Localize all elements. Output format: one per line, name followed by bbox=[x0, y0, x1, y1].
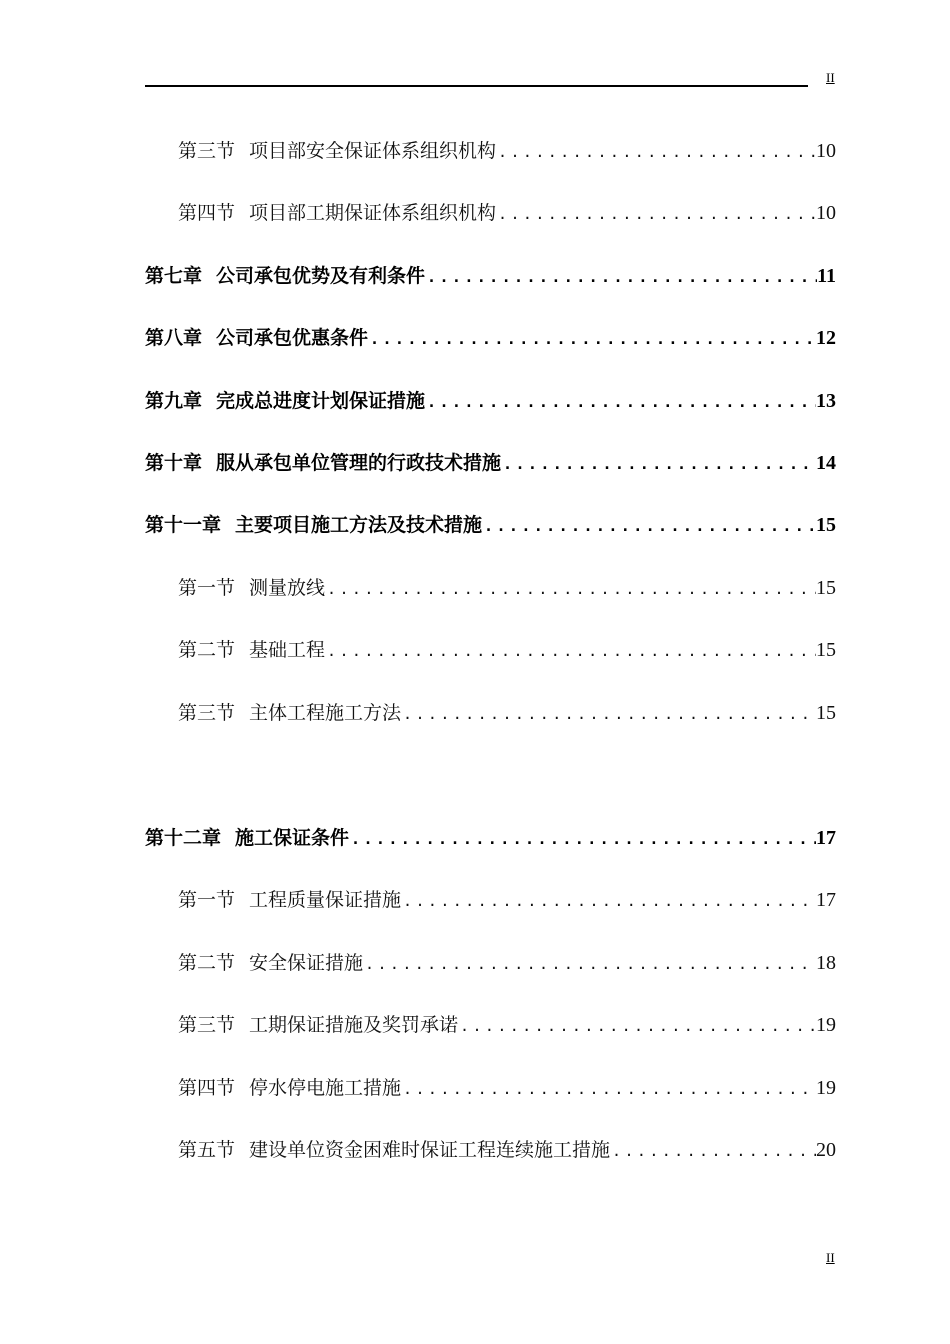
toc-leader-dots bbox=[427, 389, 816, 414]
toc-entry-title: 测量放线 bbox=[249, 577, 326, 599]
toc-entry-page: 19 bbox=[816, 1014, 836, 1036]
toc-entry[interactable] bbox=[178, 700, 836, 726]
toc-leader-dots bbox=[370, 326, 816, 351]
toc-entry[interactable] bbox=[178, 887, 836, 913]
toc-entry-page: 10 bbox=[816, 140, 836, 162]
toc-leader-dots bbox=[327, 576, 816, 601]
toc-entry[interactable] bbox=[145, 263, 836, 289]
toc-entry-page: 15 bbox=[816, 639, 836, 661]
footer-page-number: II bbox=[826, 1250, 835, 1265]
toc-entry[interactable] bbox=[178, 1075, 836, 1101]
toc-leader-dots bbox=[460, 1013, 816, 1038]
toc-entry[interactable] bbox=[178, 1137, 836, 1163]
toc-entry-number: 第十二章 bbox=[145, 827, 222, 849]
toc-entry[interactable] bbox=[178, 138, 836, 164]
toc-entry-page: 11 bbox=[817, 265, 836, 287]
toc-entry[interactable] bbox=[178, 637, 836, 663]
toc-entry-page: 13 bbox=[816, 390, 836, 412]
toc-leader-dots bbox=[327, 638, 816, 663]
toc-entry-title: 主要项目施工方法及技术措施 bbox=[235, 514, 483, 536]
toc-leader-dots bbox=[484, 513, 816, 538]
toc-entry-page: 19 bbox=[816, 1077, 836, 1099]
toc-entry-title: 基础工程 bbox=[249, 639, 326, 661]
toc-entry[interactable] bbox=[145, 325, 836, 351]
toc-entry[interactable] bbox=[145, 388, 836, 414]
toc-entry-page: 17 bbox=[816, 827, 836, 849]
toc-entry-number: 第七章 bbox=[145, 265, 203, 287]
toc-entry[interactable] bbox=[178, 1012, 836, 1038]
toc-entry-title: 安全保证措施 bbox=[249, 952, 364, 974]
toc-entry-number: 第十一章 bbox=[145, 514, 222, 536]
toc-entry-page: 18 bbox=[816, 952, 836, 974]
toc-entry-title: 项目部安全保证体系组织机构 bbox=[249, 140, 497, 162]
toc-entry-title: 公司承包优惠条件 bbox=[216, 327, 369, 349]
toc-entry-number: 第五节 bbox=[178, 1139, 236, 1161]
toc-entry-page: 15 bbox=[816, 577, 836, 599]
toc-entry-title: 建设单位资金困难时保证工程连续施工措施 bbox=[249, 1139, 611, 1161]
toc-leader-dots bbox=[503, 451, 816, 476]
toc-entry-number: 第二节 bbox=[178, 639, 236, 661]
toc-entry[interactable] bbox=[145, 825, 836, 851]
toc-entry-page: 10 bbox=[816, 202, 836, 224]
toc-leader-dots bbox=[427, 264, 817, 289]
toc-entry-title: 工期保证措施及奖罚承诺 bbox=[249, 1014, 459, 1036]
toc-entry[interactable] bbox=[178, 200, 836, 226]
toc-leader-dots bbox=[498, 201, 816, 226]
toc-entry-number: 第三节 bbox=[178, 140, 236, 162]
toc-entry-number: 第八章 bbox=[145, 327, 203, 349]
toc-entry[interactable] bbox=[178, 950, 836, 976]
toc-leader-dots bbox=[403, 888, 816, 913]
toc-leader-dots bbox=[351, 826, 816, 851]
toc-entry-title: 施工保证条件 bbox=[235, 827, 350, 849]
toc-entry-title: 项目部工期保证体系组织机构 bbox=[249, 202, 497, 224]
toc-leader-dots bbox=[403, 1076, 816, 1101]
toc-entry-page: 20 bbox=[816, 1139, 836, 1161]
toc-leader-dots bbox=[365, 951, 816, 976]
toc-entry-page: 17 bbox=[816, 889, 836, 911]
toc-entry-title: 主体工程施工方法 bbox=[249, 702, 402, 724]
toc-entry-number: 第四节 bbox=[178, 1077, 236, 1099]
toc-leader-dots bbox=[498, 139, 816, 164]
toc-entry-number: 第四节 bbox=[178, 202, 236, 224]
toc-entry-title: 公司承包优势及有利条件 bbox=[216, 265, 426, 287]
toc-entry-number: 第二节 bbox=[178, 952, 236, 974]
toc-entry-title: 停水停电施工措施 bbox=[249, 1077, 402, 1099]
toc-leader-dots bbox=[612, 1138, 816, 1163]
toc-entry-page: 15 bbox=[816, 702, 836, 724]
header-page-number: II bbox=[826, 70, 835, 85]
toc-entry[interactable] bbox=[178, 575, 836, 601]
toc-entry-page: 12 bbox=[816, 327, 836, 349]
toc-entry-number: 第九章 bbox=[145, 390, 203, 412]
toc-entry-number: 第一节 bbox=[178, 577, 236, 599]
toc-entry-number: 第十章 bbox=[145, 452, 203, 474]
toc-entry-title: 完成总进度计划保证措施 bbox=[216, 390, 426, 412]
toc-entry-number: 第三节 bbox=[178, 1014, 236, 1036]
toc-entry-number: 第一节 bbox=[178, 889, 236, 911]
toc-entry-page: 15 bbox=[816, 514, 836, 536]
toc-entry-title: 服从承包单位管理的行政技术措施 bbox=[216, 452, 502, 474]
toc-leader-dots bbox=[403, 701, 816, 726]
toc-entry[interactable] bbox=[145, 512, 836, 538]
toc-entry[interactable] bbox=[145, 450, 836, 476]
toc-entry-page: 14 bbox=[816, 452, 836, 474]
toc-entry-title: 工程质量保证措施 bbox=[249, 889, 402, 911]
header-rule bbox=[145, 85, 808, 87]
toc-entry-number: 第三节 bbox=[178, 702, 236, 724]
